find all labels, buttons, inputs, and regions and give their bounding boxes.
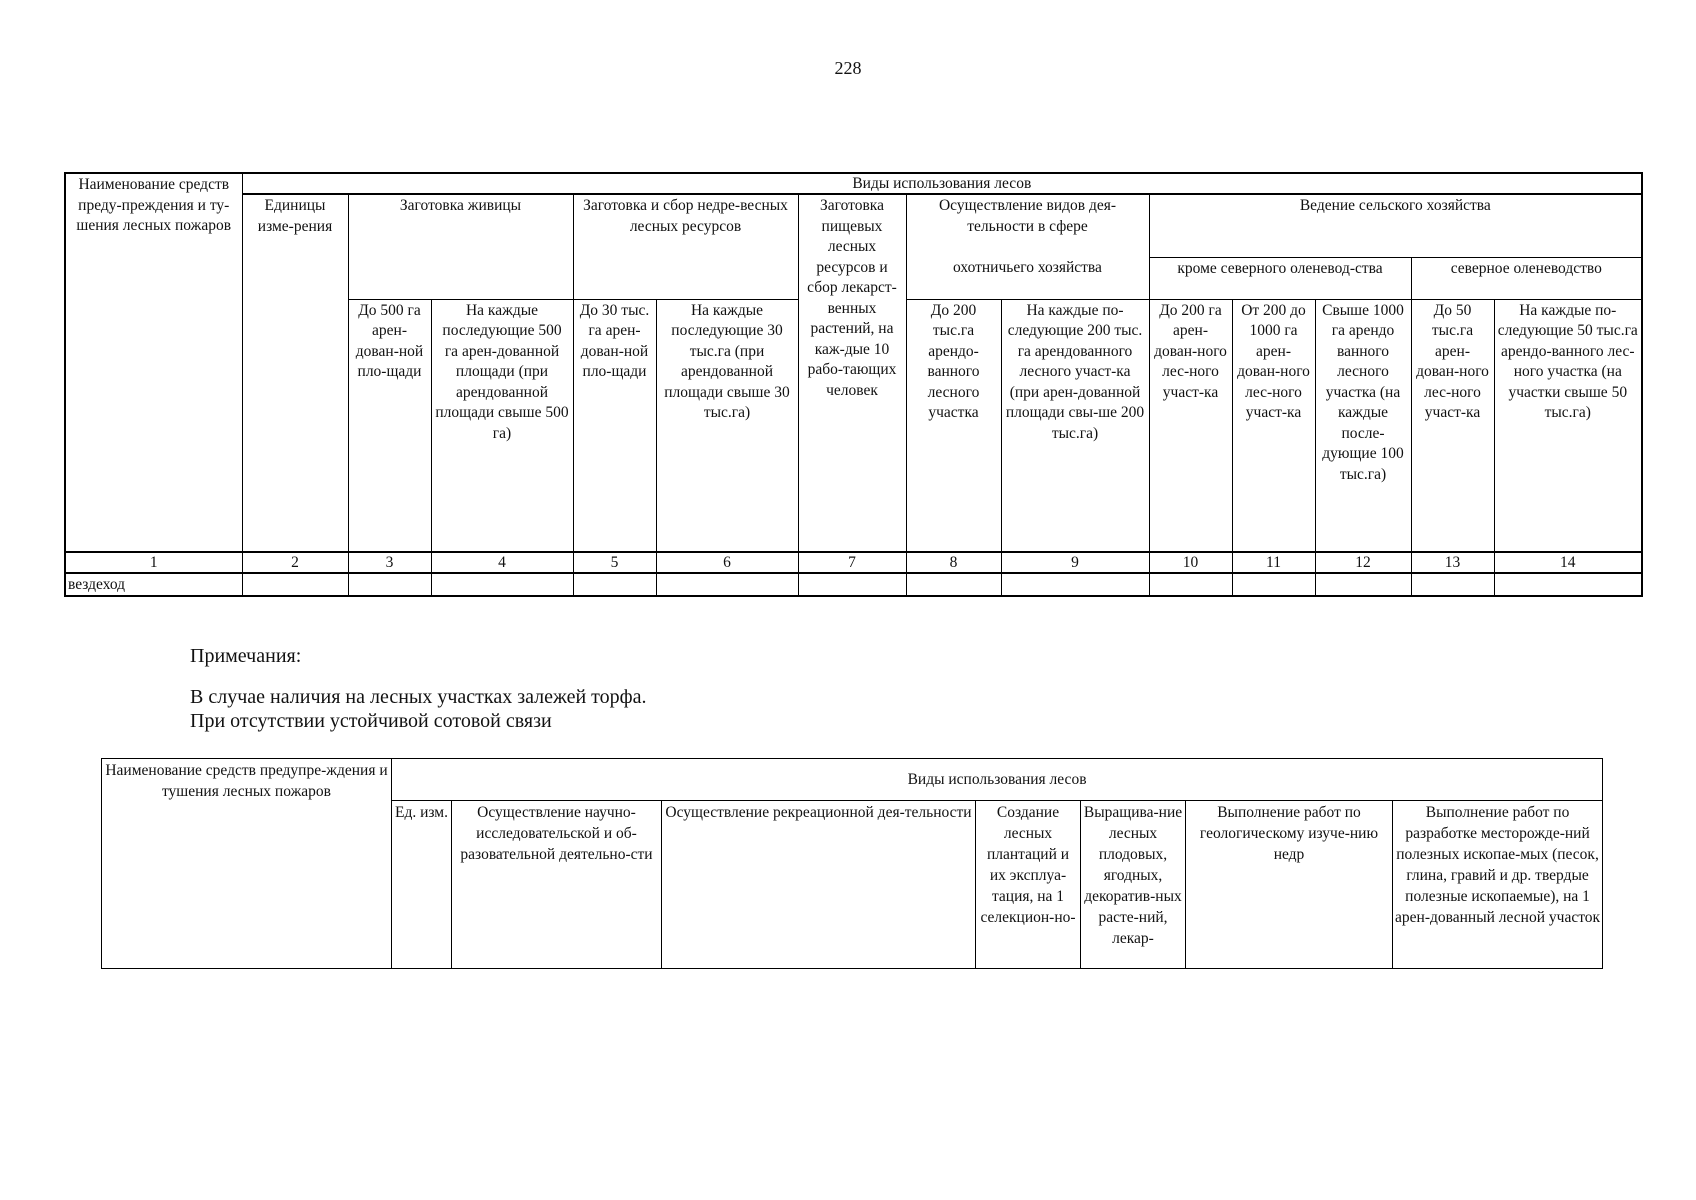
- header-forest-plantations: Создание лесных плантаций и их эксплуа-тация, на 1 селекцион-но-: [976, 801, 1081, 969]
- header-col-3: До 500 га арен-дован-ной пло-щади: [348, 299, 431, 552]
- header-col-6: На каждые последующие 30 тыс.га (при арендованной площади свыше 30 тыс.га): [656, 299, 798, 552]
- table-cell: [348, 573, 431, 596]
- table-cell: [1001, 573, 1149, 596]
- table-cell: [431, 573, 573, 596]
- header-forest-use-types: Виды использования лесов: [392, 759, 1603, 801]
- column-number: 3: [348, 552, 431, 573]
- header-units: Ед. изм.: [392, 801, 452, 969]
- column-number: 10: [1149, 552, 1232, 573]
- header-resin-harvesting: Заготовка живицы: [348, 194, 573, 299]
- header-plant-cultivation: Выращива-ние лесных плодовых, ягодных, декоратив-ных расте-ний, лекар-: [1081, 801, 1186, 969]
- header-col-8: До 200 тыс.га арендо-ванного лесного участка: [906, 299, 1001, 552]
- table-cell: [1149, 573, 1232, 596]
- header-hunting-bottom: охотничьего хозяйства: [906, 257, 1149, 299]
- header-nonwood-resources: Заготовка и сбор недре-весных лесных ресурсов: [573, 194, 798, 299]
- page-number: 228: [834, 58, 862, 78]
- forest-use-table-2: [101, 758, 1603, 969]
- table-cell: [1315, 573, 1411, 596]
- table-cell: [656, 573, 798, 596]
- header-units: Единицы изме-рения: [242, 194, 348, 552]
- note-peat: В случае наличия на лесных участках залежей торфа.: [190, 686, 647, 708]
- table-cell: [906, 573, 1001, 596]
- header-means-name: Наименование средств преду-преждения и ту-шения лесных пожаров: [65, 173, 242, 552]
- header-science-activity: Осуществление научно-исследовательской и об-разовательной деятельно-сти: [452, 801, 662, 969]
- column-number: 9: [1001, 552, 1149, 573]
- table-cell: [1411, 573, 1494, 596]
- note-cellular: При отсутствии устойчивой сотовой связи: [190, 710, 552, 732]
- header-recreation-activity: Осуществление рекреационной дея-тельности: [662, 801, 976, 969]
- forest-use-table-1: [64, 172, 1643, 597]
- table-cell: [798, 573, 906, 596]
- notes-title: Примечания:: [190, 645, 302, 667]
- header-col-9: На каждые по-следующие 200 тыс. га арендованного лесного участ-ка (при арен-дованной площади свы-ше 200 тыс.га): [1001, 299, 1149, 552]
- header-col-11: От 200 до 1000 га арен-дован-ного лес-ного участ-ка: [1232, 299, 1315, 552]
- row-label-vezdekhod: вездеход: [65, 573, 242, 596]
- header-means-name: Наименование средств предупре-ждения и тушения лесных пожаров: [102, 759, 392, 969]
- table-cell: [1232, 573, 1315, 596]
- header-reindeer-herding: северное оленеводство: [1411, 257, 1642, 299]
- column-number: 13: [1411, 552, 1494, 573]
- header-geological-study: Выполнение работ по геологическому изуче-нию недр: [1186, 801, 1393, 969]
- header-agriculture: Ведение сельского хозяйства: [1149, 194, 1642, 257]
- column-number: 1: [65, 552, 242, 573]
- header-mineral-deposits: Выполнение работ по разработке месторожде-ний полезных ископае-мых (песок, глина, гравий и др. твердые полезные ископаемые), на 1 арен-дованный лесной участок: [1393, 801, 1603, 969]
- header-col-13: До 50 тыс.га арен-дован-ного лес-ного участ-ка: [1411, 299, 1494, 552]
- header-col-10: До 200 га арен-дован-ного лес-ного участ-ка: [1149, 299, 1232, 552]
- header-hunting-top: Осуществление видов дея-тельности в сфере: [906, 194, 1149, 257]
- header-col-12: Свыше 1000 га арендо ванного лесного участка (на каждые после-дующие 100 тыс.га): [1315, 299, 1411, 552]
- column-number: 5: [573, 552, 656, 573]
- column-number: 12: [1315, 552, 1411, 573]
- column-number: 11: [1232, 552, 1315, 573]
- header-forest-use-types: Виды использования лесов: [242, 173, 1642, 194]
- column-number: 7: [798, 552, 906, 573]
- column-number: 4: [431, 552, 573, 573]
- header-food-resources: Заготовка пищевых лесных ресурсов и сбор лекарст-венных растений, на каж-дые 10 рабо-тающих человек: [798, 194, 906, 552]
- column-number: 14: [1494, 552, 1642, 573]
- column-number: 6: [656, 552, 798, 573]
- column-number: 8: [906, 552, 1001, 573]
- column-number: 2: [242, 552, 348, 573]
- table-row: [65, 573, 1642, 596]
- header-col-5: До 30 тыс. га арен-дован-ной пло-щади: [573, 299, 656, 552]
- table-cell: [573, 573, 656, 596]
- header-col-4: На каждые последующие 500 га арен-дованной площади (при арендованной площади свыше 500 га): [431, 299, 573, 552]
- table-cell: [1494, 573, 1642, 596]
- header-except-reindeer: кроме северного оленевод-ства: [1149, 257, 1411, 299]
- header-col-14: На каждые по-следующие 50 тыс.га арендо-ванного лес-ного участка (на участки свыше 50 тыс.га): [1494, 299, 1642, 552]
- table-cell: [242, 573, 348, 596]
